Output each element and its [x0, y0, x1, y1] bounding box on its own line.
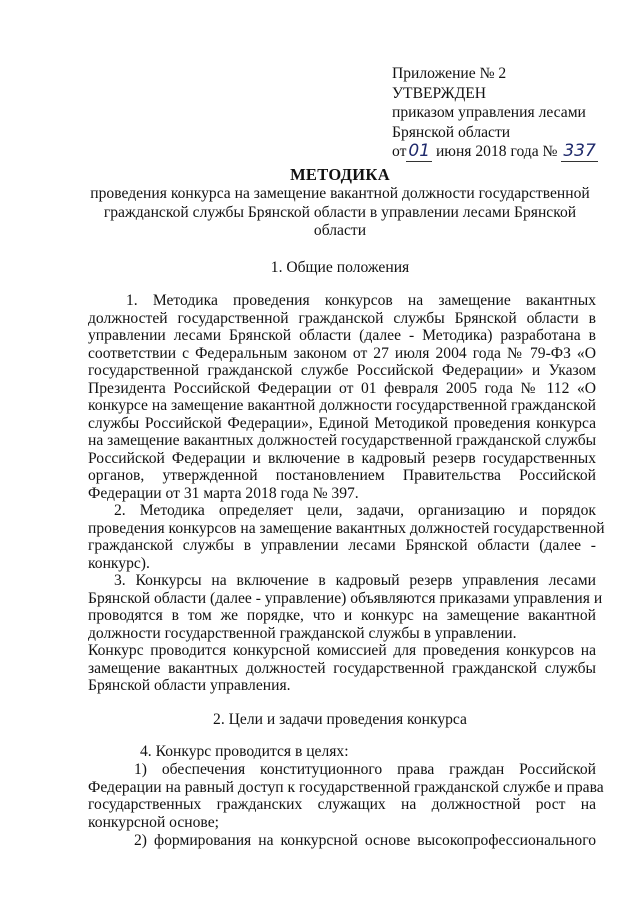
paragraph-2 — [88, 502, 605, 572]
paragraph-line: 4. Конкурс проводится в целях: — [140, 743, 349, 760]
paragraph-line: Федерации на равный доступ к государственной гражданской службе и права — [88, 778, 604, 796]
paragraph-1 — [88, 292, 596, 502]
paragraph-line: конкурс). — [88, 554, 150, 572]
paragraph-line: конкурсе на замещение вакантной должности государственной гражданской — [88, 397, 596, 414]
paragraph-line: проведения конкурсов на замещение вакантных должностей государственной — [88, 519, 605, 537]
paragraph-line: 1. Методика проведения конкурсов на замещение вакантных — [126, 292, 596, 309]
paragraph-7 — [88, 832, 596, 850]
subtitle-line: проведения конкурса на замещение вакантной должности государственной — [90, 185, 590, 202]
paragraph-line: Федерации от 31 марта 2018 года № 397. — [88, 484, 359, 502]
paragraph-line: проводятся в том же порядке, что и конкурс на замещение вакантной — [88, 607, 596, 624]
approved-by-region: Брянской области — [392, 123, 511, 141]
document-title: МЕТОДИКА — [290, 165, 390, 184]
paragraph-line: органов, утвержденной постановлением Правительства Российской — [88, 467, 596, 484]
approved-label: УТВЕРЖДЕН — [392, 84, 487, 102]
paragraph-line: Брянской области (далее - управление) объявляются приказами управления и — [88, 589, 603, 607]
paragraph-line: на замещение вакантных должностей государственной гражданской службы — [88, 432, 597, 449]
handwritten-order-number: 337 — [563, 141, 596, 161]
appendix-label: Приложение № 2 — [392, 65, 507, 82]
paragraph-line: 1) обеспечения конституционного права граждан Российской — [134, 761, 596, 778]
paragraph-line: соответствии с Федеральным законом от 27 июля 2004 года № 79-ФЗ «О — [88, 344, 596, 362]
paragraph-line: Президента Российской Федерации от 01 февраля 2005 года № 112 «О — [88, 379, 596, 397]
document-subtitle — [80, 185, 600, 241]
paragraph-line: Брянской области управления. — [88, 677, 291, 694]
paragraph-line: государственных гражданских служащих на должностной рост на — [88, 796, 596, 813]
paragraph-6 — [88, 761, 604, 831]
paragraph-line: службы Российской Федерации», Единой Методикой проведения конкурса — [88, 414, 596, 432]
paragraph-line: конкурсной основе; — [88, 813, 219, 831]
paragraph-line: 2) формирования на конкурсной основе высокопрофессионального — [134, 832, 596, 849]
date-rest: июня 2018 года № — [432, 143, 562, 160]
paragraph-line: замещение вакантных должностей государственной гражданской службы — [88, 659, 596, 677]
paragraph-line: государственной гражданской службе Российской Федерации» и Указом — [88, 362, 596, 379]
paragraph-line: должностей государственной гражданской службы Брянской области в — [88, 309, 596, 327]
section-heading-general: 1. Общие положения — [270, 259, 410, 276]
paragraph-line: Российской Федерации и включение в кадровый резерв государственных — [88, 449, 596, 467]
paragraph-line: Конкурс проводится конкурсной комиссией для проведения конкурсов на — [88, 642, 596, 659]
paragraph-line: гражданской службы в управлении лесами Брянской области (далее - — [88, 537, 596, 554]
paragraph-line: управлении лесами Брянской области (далее - Методика) разработана в — [88, 327, 596, 344]
date-prefix: от — [392, 143, 407, 160]
subtitle-line: гражданской службы Брянской области в управлении лесами Брянской — [103, 203, 577, 221]
paragraph-5 — [88, 743, 596, 761]
paragraph-line: 2. Методика определяет цели, задачи, организацию и порядок — [114, 502, 596, 519]
section-heading-goals: 2. Цели и задачи проведения конкурса — [213, 711, 467, 728]
approved-by-order: приказом управления лесами — [392, 104, 586, 121]
approval-date-line — [392, 142, 632, 162]
handwritten-day: 01 — [408, 141, 431, 161]
paragraph-3 — [88, 572, 603, 642]
approval-block — [392, 64, 632, 162]
paragraph-line: 3. Конкурсы на включение в кадровый резерв управления лесами — [114, 572, 596, 589]
subtitle-line: области — [313, 222, 367, 239]
paragraph-line: должности государственной гражданской службы в управлении. — [88, 624, 517, 642]
paragraph-4 — [88, 642, 596, 695]
